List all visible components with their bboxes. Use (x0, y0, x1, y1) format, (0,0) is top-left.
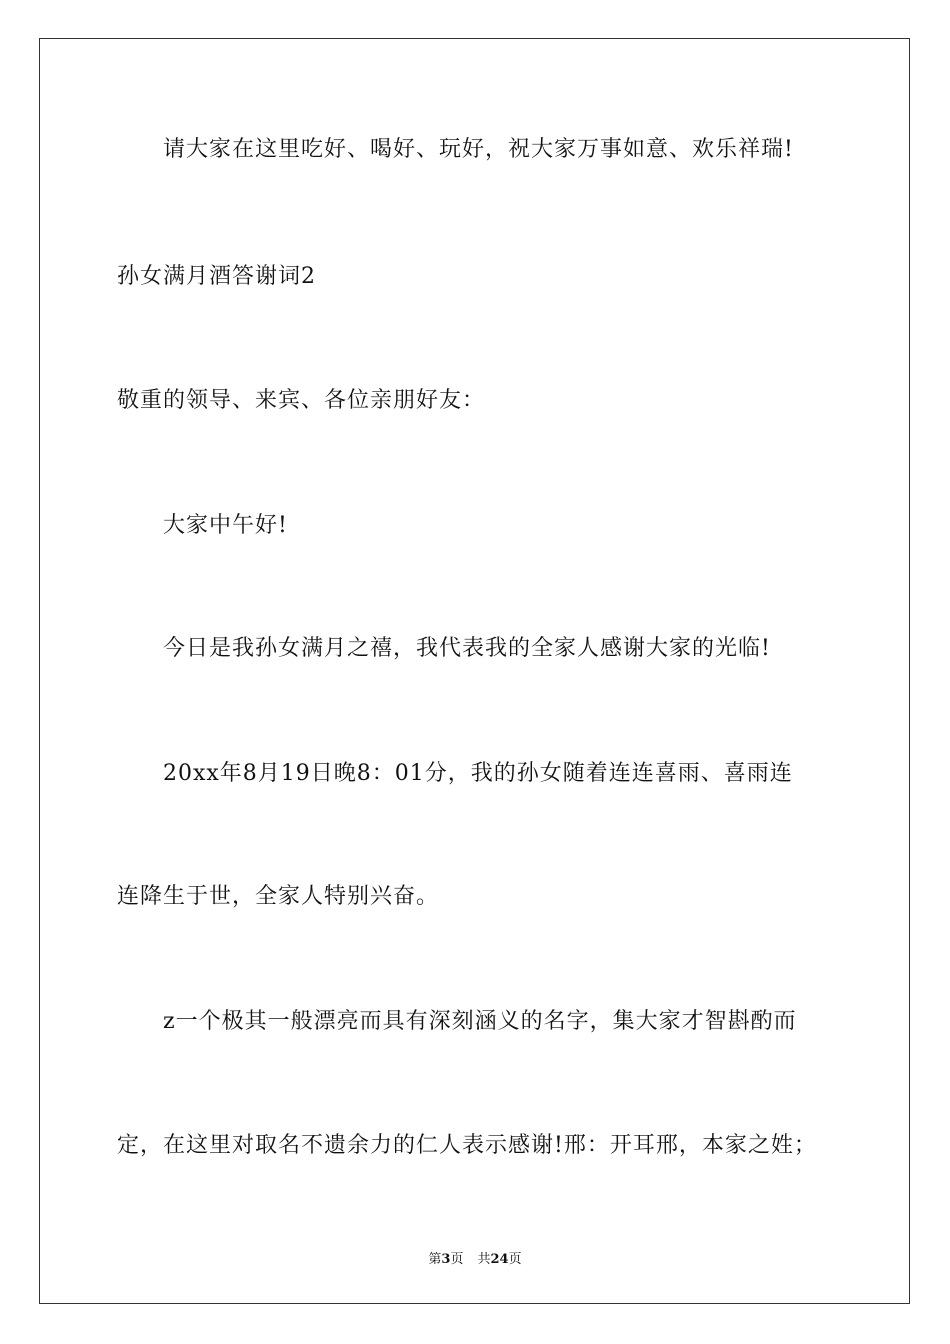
page-frame (39, 38, 910, 1304)
paragraph-line-5: z一个极其一般漂亮而具有深刻涵义的名字，集大家才智斟酌而 (163, 1009, 797, 1034)
footer-page-number: 3 (441, 1252, 451, 1267)
footer-total-number: 24 (490, 1252, 509, 1267)
paragraph-line-2: 今日是我孙女满月之禧，我代表我的全家人感谢大家的光临! (163, 636, 771, 661)
footer-total-prefix: 共 (477, 1252, 491, 1267)
section-heading: 孙女满月酒答谢词2 (117, 264, 316, 289)
footer-total-suffix: 页 (508, 1252, 522, 1267)
page-footer (0, 1248, 950, 1267)
greeting-line: 大家中午好! (163, 513, 288, 538)
paragraph-line-1: 请大家在这里吃好、喝好、玩好，祝大家万事如意、欢乐祥瑞! (163, 137, 794, 162)
salutation-line: 敬重的领导、来宾、各位亲朋好友： (117, 388, 486, 413)
footer-page-suffix: 页 (450, 1252, 464, 1267)
paragraph-line-3: 20xx年8月19日晚8：01分，我的孙女随着连连喜雨、喜雨连 (163, 761, 793, 786)
footer-page-prefix: 第 (428, 1252, 442, 1267)
paragraph-line-4: 连降生于世，全家人特别兴奋。 (117, 884, 440, 909)
paragraph-line-6: 定，在这里对取名不遗余力的仁人表示感谢!邢：开耳邢，本家之姓； (117, 1133, 817, 1158)
